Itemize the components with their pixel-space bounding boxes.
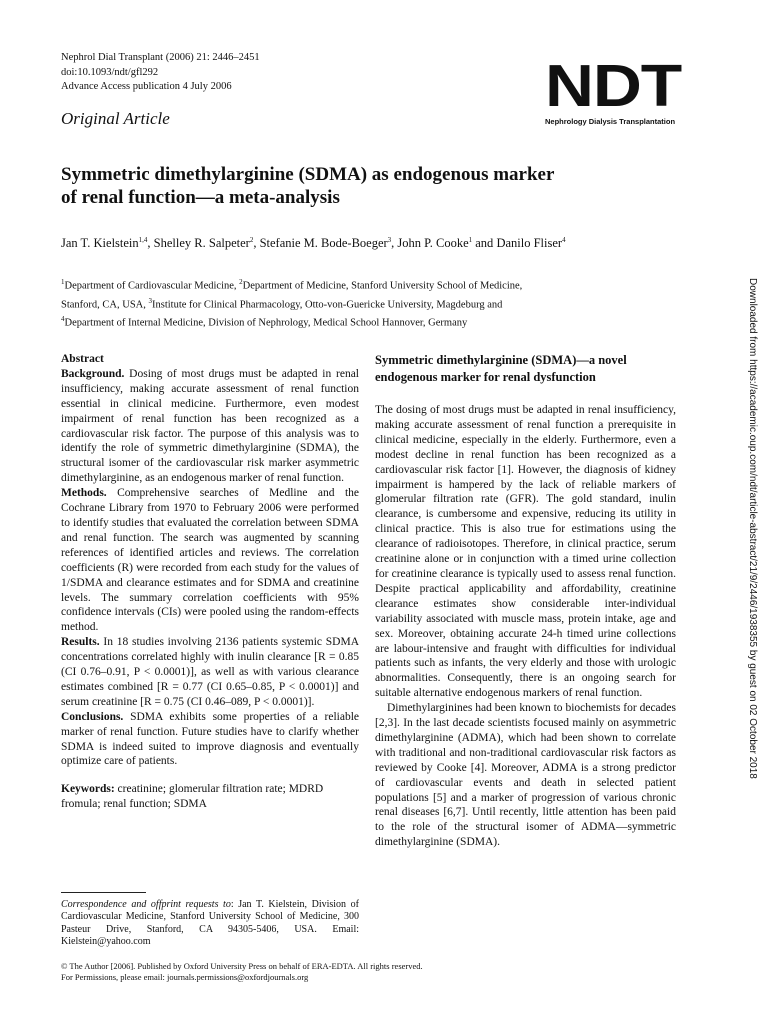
- abstract-results: Results. In 18 studies involving 2136 patients systemic SDMA concentrations correlated highly with inulin clearance [R = 0.85 (CI 0.76–0.91, P < 0.0001)], as well as with various clearance estimates combined [R = 0.77 (CI 0.65–0.85, P < 0.0001)] and serum creatinine [R = 0.75 (CI 0.46–089, P < 0.0001)].: [61, 636, 359, 708]
- citation: Nephrol Dial Transplant (2006) 21: 2446–2451: [61, 52, 260, 63]
- keywords: Keywords: creatinine; glomerular filtration rate; MDRD fromula; renal function; SDMA: [61, 783, 324, 811]
- author: Danilo Fliser$^4$: [496, 236, 566, 251]
- body-paragraph-2: Dimethylarginines had been known to biochemists for decades [2,3]. In the last decade scientists focused mainly on asymmetric dimethylarginine (ADMA), which had been shown to correlate with traditional and non-traditional cardiovascular risk factors as reviewed by Cooke [4]. Moreover, ADMA is a strong predictor of cardiovascular events and death in selected patient populations [5] and a marker of progression of various chronic renal diseases [6,7]. Until recently, little attention has been paid to the role of the structural isomer of ADMA—symmetric dimethylarginine (SDMA).: [375, 702, 676, 849]
- title-line-2: of renal function—a meta-analysis: [61, 187, 340, 208]
- author: Jan T. Kielstein$^{1,4}$,: [61, 236, 154, 251]
- title-line-1: Symmetric dimethylarginine (SDMA) as endogenous marker: [61, 164, 555, 185]
- section-heading: Symmetric dimethylarginine (SDMA)—a novel endogenous marker for renal dysfunction: [375, 353, 627, 384]
- body-text: [375, 352, 676, 850]
- correspondence: Correspondence and offprint requests to: Jan T. Kielstein, Division of Cardiovascular Medicine, Stanford University School of Medicine, 300 Pasteur Drive, Stanford, CA 94305-5406, USA. Email: Kielstein@yahoo.com: [61, 899, 359, 948]
- abstract-heading: Abstract: [61, 353, 104, 365]
- section-label: Original Article: [61, 109, 170, 128]
- download-watermark: Downloaded from https://academic.oup.com/ndt/article-abstract/21/9/2446/1938355 by guest on 02 October 2018: [747, 278, 758, 779]
- author: Shelley R. Salpeter$^2$,: [153, 236, 260, 251]
- author: John P. Cooke$^1$ and: [397, 236, 497, 251]
- abstract-conclusions: Conclusions. SDMA exhibits some properties of a reliable marker of renal function. Future studies have to clarify whether SDMA is indeed suited to improve diagnosis and eventually optimize care of patients.: [61, 710, 359, 768]
- logo-tagline: Nephrology Dialysis Transplantation: [545, 117, 676, 126]
- copyright-footer: © The Author [2006]. Published by Oxford University Press on behalf of ERA-EDTA. All rights reserved. For Permissions, please email: journals.permissions@oxfordjournals.org: [61, 961, 423, 982]
- footnote-rule: [61, 892, 146, 893]
- body-paragraph-1: The dosing of most drugs must be adapted in renal insufficiency, making accurate assessment of renal function a prerequisite in clinical medicine, especially in the elderly. Furthermore, even a modest decline in renal function has been recognized as a cardiovascular risk factor [1]. However, the diagnosis of kidney impairment is hampered by the lack of reliable markers of glomerular filtration rate (GFR). The gold standard, inulin clearance, is cumbersome and expensive, reducing its utility in clinical practice. This is also true for estimations using the clearance of radioisotopes. Therefore, in clinical practice, serum creatinine alone or in conjunction with a timed urine collection for creatinine clearance is typically used to assess renal function. Despite practical applicability and affordability, creatinine clearance estimates show considerable inter-individual variability associated with muscle mass, protein intake, age and sex. Moreover, obtaining accurate 24-h timed urine collections are labour-intensive and fraught with difficulties for individual patients such as infants, the very elderly and those with urologic abnormalities. Consequently, there is an ongoing search for suitable alternative endogenous markers of renal function.: [375, 404, 676, 700]
- abstract-methods: Methods. Comprehensive searches of Medline and the Cochrane Library from 1970 to February 2006 were performed to identify studies that evaluated the correlation between SDMA and renal function. The search was augmented by scanning references of identified articles and reviews. The correlation coefficients (R) were recorded from each study for the values of 1/SDMA and clearance estimates and for SDMA and creatinine levels. The summary correlation coefficients with 95% confidence intervals (CIs) were pooled using the random-effects method.: [61, 487, 359, 634]
- abstract: [61, 352, 359, 812]
- advance-access: Advance Access publication 4 July 2006: [61, 81, 232, 92]
- author: Stefanie M. Bode-Boeger$^3$,: [259, 236, 398, 251]
- article-title: [61, 163, 681, 209]
- journal-header: [61, 51, 260, 95]
- affiliations: $^1$Department of Cardiovascular Medicine, $^2$Department of Medicine, Stanford University School of Medicine, Stanford, CA, USA, $^3$Institute for Clinical Pharmacology, Otto-von-Guericke University, Magdeburg and $^4$Department of Internal Medicine, Division of Nephrology, Medical School Hannover, Germany: [61, 278, 523, 329]
- journal-logo: [545, 53, 682, 126]
- doi: doi:10.1093/ndt/gfl292: [61, 66, 159, 78]
- author-list: [61, 236, 691, 251]
- abstract-background: Background. Dosing of most drugs must be adapted in renal insufficiency, making accurate assessment of renal function essential in clinical medicine. Furthermore, even modest impairment of renal function has been recognized as a cardiovascular risk factor. The purpose of this analysis was to identify the role of symmetric dimethylarginine (SDMA), the structural isomer of the cardiovascular risk marker asymmetric dimethylarginine, as an endogenous marker of renal function.: [61, 367, 359, 485]
- logo-mark: NDT: [545, 53, 682, 119]
